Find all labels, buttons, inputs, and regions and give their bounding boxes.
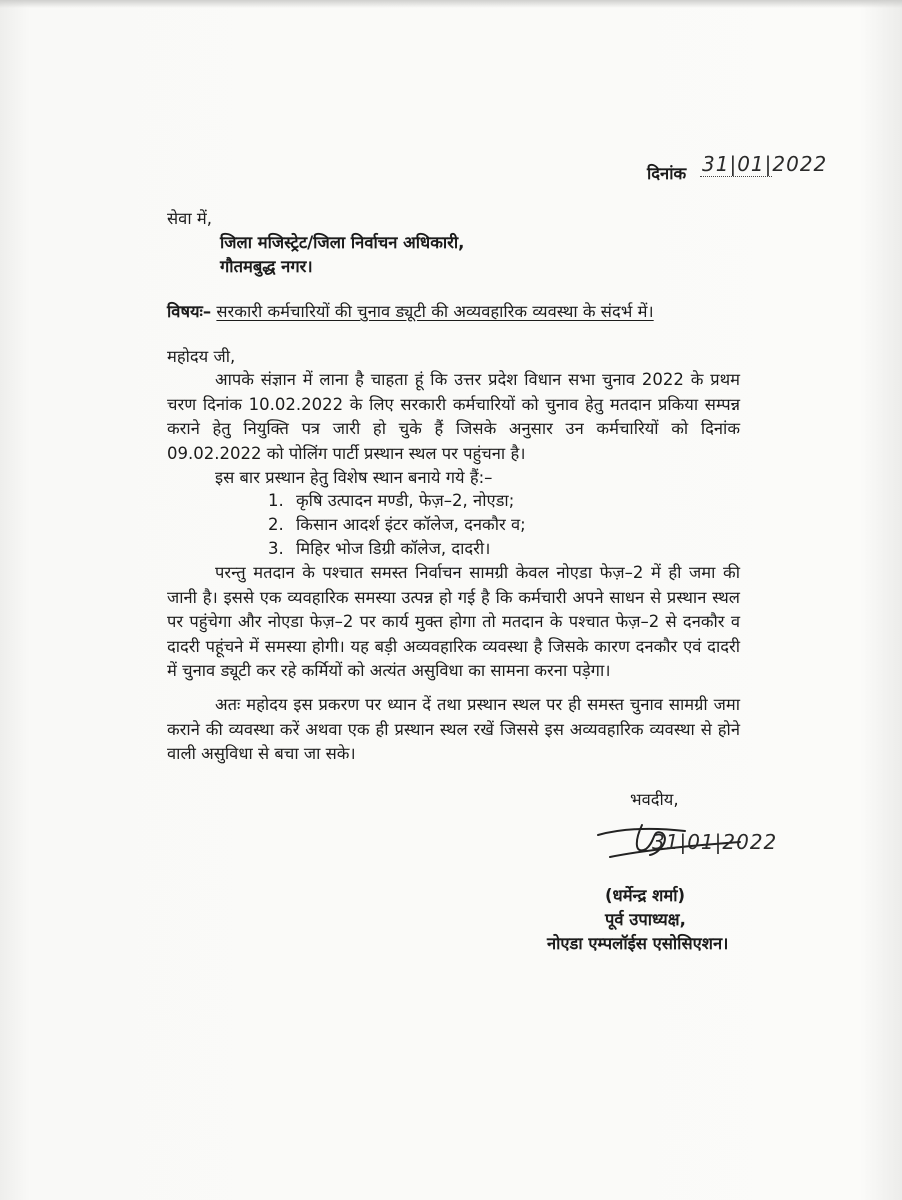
list-item-text: किसान आदर्श इंटर कॉलेज, दनकौर व;	[296, 515, 526, 534]
body-paragraph-1	[167, 368, 740, 466]
addressee-line2: गौतमबुद्ध नगर।	[220, 257, 313, 276]
signatory-organization: नोएडा एम्पलॉईस एसोसिएशन।	[547, 934, 729, 953]
paragraph-3-text: अतः महोदय इस प्रकरण पर ध्यान दें तथा प्रस्थान स्थल पर ही समस्त चुनाव सामग्री जमा कराने की व्यवस्था करें अथवा एक ही प्रस्थान स्थल रखें जिससे इस अव्यवहारिक व्यवस्था से होने वाली असुविधा से बचा जा सके।	[167, 695, 740, 764]
valediction: भवदीय,	[630, 790, 679, 809]
signatory-name: (धर्मेन्द्र शर्मा)	[605, 886, 686, 905]
handwritten-date: 31|01|2022	[702, 152, 828, 176]
list-item-number: 2.	[268, 515, 284, 534]
date-label: दिनांक	[647, 164, 687, 183]
body-paragraph-3	[167, 693, 740, 767]
subject-line	[167, 300, 654, 324]
list-item-text: मिहिर भोज डिग्री कॉलेज, दादरी।	[296, 539, 491, 558]
list-intro: इस बार प्रस्थान हेतु विशेष स्थान बनाये गये हैं:–	[215, 468, 493, 487]
list-item-number: 3.	[268, 539, 284, 558]
paragraph-2-text: परन्तु मतदान के पश्चात समस्त निर्वाचन सामग्री केवल नोएडा फेज़–2 में ही जमा की जानी है। इससे एक व्यवहारिक समस्या उत्पन्न हो गई है कि कर्मचारी अपने साधन से प्रस्थान स्थल पर पहुंचेगा और नोएडा फेज़–2 पर कार्य मुक्त होगा तो मतदान के पश्चात फेज़–2 से दनकौर व दादरी पहूंचने में समस्या होगी। यह बड़ी अव्यवहारिक व्यवस्था है जिसके कारण दनकौर एवं दादरी में चुनाव ड्यूटी कर रहे कर्मियों को अत्यंत असुविधा का सामना करना पड़ेगा।	[167, 563, 740, 681]
subject-text: सरकारी कर्मचारियों की चुनाव ड्यूटी की अव्यवहारिक व्यवस्था के संदर्भ में।	[216, 302, 654, 321]
list-item	[268, 513, 526, 537]
addressee-salutation: सेवा में,	[167, 209, 212, 228]
addressee-line1: जिला मजिस्ट्रेट/जिला निर्वाचन अधिकारी,	[220, 233, 465, 252]
paragraph-1-text: आपके संज्ञान में लाना है चाहता हूं कि उत्तर प्रदेश विधान सभा चुनाव 2022 के प्रथम चरण दिनांक 10.02.2022 के लिए सरकारी कर्मचारियों को चुनाव हेतु मतदान प्रकिया सम्पन्न कराने हेतु नियुक्ति पत्र जारी हो चुके हैं जिसके अनुसार उन कर्मचारियों को दिनांक 09.02.2022 को पोलिंग पार्टी प्रस्थान स्थल पर पहुंचना है।	[167, 370, 740, 463]
greeting: महोदय जी,	[167, 347, 236, 366]
signature-date: 31|01|2022	[652, 830, 778, 854]
subject-label: विषयः–	[167, 302, 212, 321]
signatory-designation: पूर्व उपाध्यक्ष,	[605, 910, 686, 929]
list-item-text: कृषि उत्पादन मण्डी, फेज़–2, नोएडा;	[296, 491, 515, 510]
list-item	[268, 489, 514, 513]
list-item-number: 1.	[268, 491, 284, 510]
date-dotted-line	[700, 176, 772, 177]
body-paragraph-2	[167, 561, 740, 684]
list-item	[268, 537, 490, 561]
scan-top-edge	[0, 0, 902, 8]
